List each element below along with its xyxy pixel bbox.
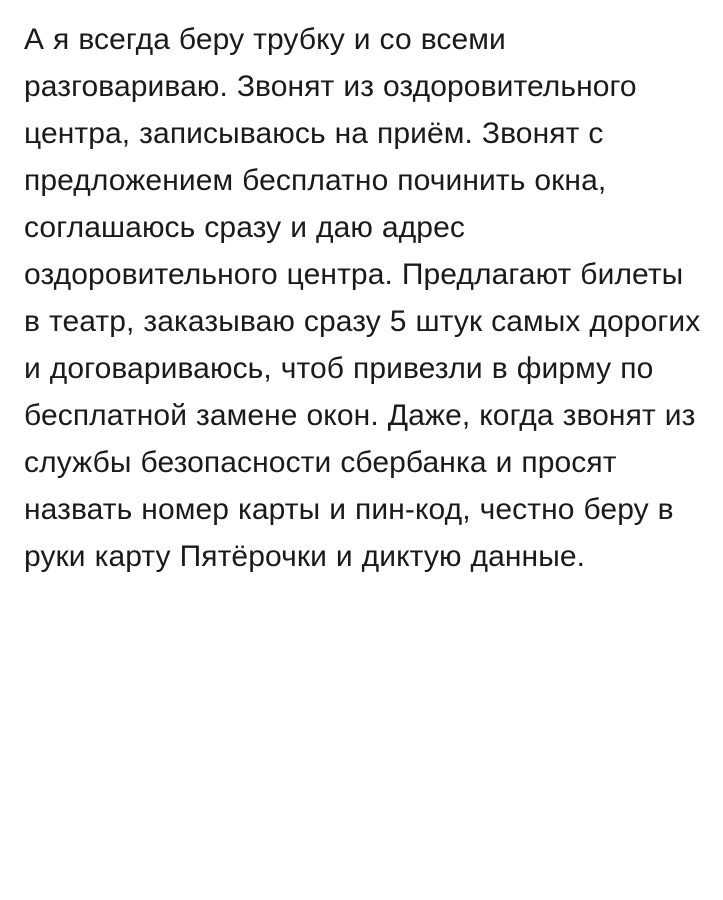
- document-body-text: А я всегда беру трубку и со всеми разговариваю. Звонят из оздоровительного центра, записываюсь на приём. Звонят с предложением бесплатно починить окна, соглашаюсь сразу и даю адрес оздоровительного центра. Предлагают билеты в театр, заказываю сразу 5 штук самых дорогих и договариваюсь, чтоб привезли в фирму по бесплатной замене окон. Даже, когда звонят из службы безопасности сбербанка и просят назвать номер карты и пин-код, честно беру в руки карту Пятёрочки и диктую данные.: [24, 23, 710, 573]
